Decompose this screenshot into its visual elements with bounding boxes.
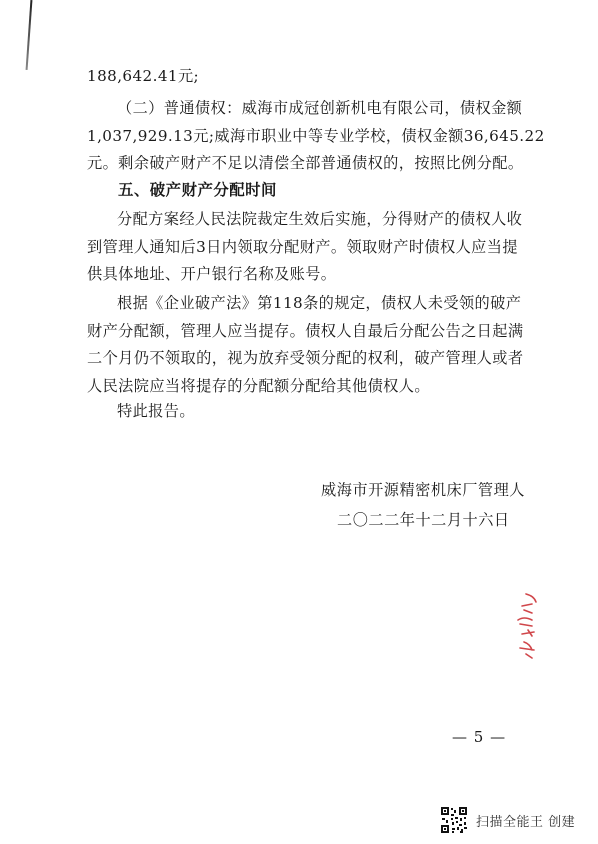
seal-stamp-icon [508,590,548,662]
text-line: 元。剩余破产财产不足以清偿全部普通债权的，按照比例分配。 [87,154,524,172]
scan-edge-mark [26,0,33,70]
text-line: 财产分配额，管理人应当提存。债权人自最后分配公告之日起满 [87,321,524,340]
text-line: 供具体地址、开户银行名称及账号。 [87,265,337,283]
brand-label: 扫描全能王 创建 [476,814,576,830]
text-line: 188,642.41元; [87,67,200,85]
page-number: — 5 — [452,728,507,746]
paragraph-3 [87,206,529,289]
text-line: 人民法院应当将提存的分配额分配给其他债权人。 [87,376,430,395]
text-line: 到管理人通知后3日内领取分配财产。领取财产时债权人应当提 [87,237,518,256]
signature-date: 二〇二二年十二月十六日 [337,511,510,529]
text-line: （二）普通债权：威海市成冠创新机电有限公司，债权金额 [117,99,523,117]
text-line: 根据《企业破产法》第118条的规定，债权人未受领的破产 [117,294,522,312]
signature-org: 威海市开源精密机床厂管理人 [321,481,525,499]
section-heading: 五、破产财产分配时间 [118,181,277,199]
paragraph-closing [87,398,529,426]
paragraph-1 [87,63,529,91]
footer-watermark [440,806,575,834]
text-line: 1,037,929.13元;威海市职业中等专业学校，债权金额36,645.22 [87,126,545,145]
qr-code-icon [440,806,468,834]
closing-text: 特此报告。 [117,402,195,420]
text-line: 分配方案经人民法院裁定生效后实施，分得财产的债权人收 [117,210,523,228]
paragraph-2 [87,95,545,178]
text-line: 二个月仍不领取的，视为放弃受领分配的权利，破产管理人或者 [87,349,524,367]
paragraph-4 [87,290,529,400]
